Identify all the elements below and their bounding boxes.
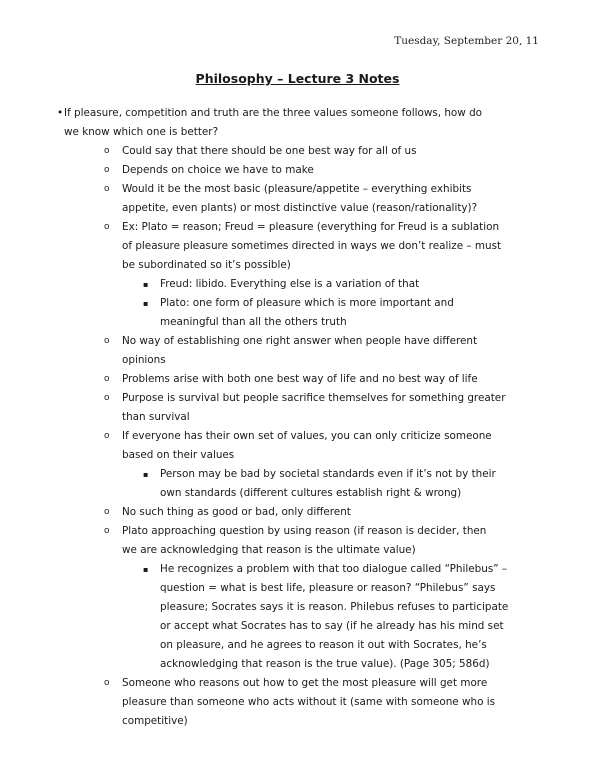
note-line: pleasure; Socrates says it is reason. Philebus refuses to participate [160,601,509,613]
note-line: than survival [122,411,190,423]
bullet-level2: o [104,146,110,156]
bullet-level3: ▪ [143,299,149,308]
note-line: or accept what Socrates has to say (if he already has his mind set [160,620,504,632]
page-title: Philosophy – Lecture 3 Notes [195,71,400,86]
bullet-level3: ▪ [143,565,149,574]
note-line: acknowledging that reason is the true value). (Page 305; 586d) [160,658,490,670]
bullet-level2: o [104,507,110,517]
note-line: Depends on choice we have to make [122,164,314,176]
note-line: meaningful than all the others truth [160,316,347,328]
note-line: Problems arise with both one best way of life and no best way of life [122,373,478,385]
bullet-level2: o [104,526,110,536]
note-line: No such thing as good or bad, only different [122,506,351,518]
note-line: No way of establishing one right answer when people have different [122,335,478,347]
bullet-level1: • [57,107,64,119]
note-line: of pleasure pleasure sometimes directed in ways we don’t realize – must [122,240,502,252]
note-line: we know which one is better? [64,126,219,138]
note-line: Purpose is survival but people sacrifice themselves for something greater [122,392,506,404]
note-line: based on their values [122,449,235,461]
note-line: Someone who reasons out how to get the most pleasure will get more [122,677,488,689]
note-line: be subordinated so it’s possible) [122,259,291,271]
note-line: Could say that there should be one best way for all of us [122,145,417,157]
note-line: Would it be the most basic (pleasure/appetite – everything exhibits [122,183,472,195]
note-line: opinions [122,354,166,366]
note-line: competitive) [122,715,188,727]
note-line: question = what is best life, pleasure or reason? “Philebus” says [160,582,496,594]
bullet-level2: o [104,222,110,232]
note-line: appetite, even plants) or most distinctive value (reason/rationality)? [122,202,478,214]
note-line: own standards (different cultures establish right & wrong) [160,487,462,499]
bullet-level2: o [104,165,110,175]
note-line: He recognizes a problem with that too dialogue called “Philebus” – [160,563,508,575]
note-line: Person may be bad by societal standards even if it’s not by their [160,468,496,480]
bullet-level2: o [104,184,110,194]
bullet-level2: o [104,374,110,384]
note-line: Ex: Plato = reason; Freud = pleasure (everything for Freud is a sublation [122,221,500,233]
bullet-level3: ▪ [143,280,149,289]
note-line: Plato approaching question by using reason (if reason is decider, then [122,525,487,537]
bullet-level2: o [104,336,110,346]
note-line: If pleasure, competition and truth are the three values someone follows, how do [64,107,483,119]
note-line: we are acknowledging that reason is the ultimate value) [122,544,416,556]
note-line: pleasure than someone who acts without it (same with someone who is [122,696,496,708]
note-line: If everyone has their own set of values, you can only criticize someone [122,430,492,442]
bullet-level2: o [104,393,110,403]
bullet-level2: o [104,431,110,441]
date-header: Tuesday, September 20, 11 [394,35,539,47]
note-line: on pleasure, and he agrees to reason it out with Socrates, he’s [160,639,487,651]
bullet-level3: ▪ [143,470,149,479]
bullet-level2: o [104,678,110,688]
note-line: Plato: one form of pleasure which is more important and [160,297,454,309]
note-line: Freud: libido. Everything else is a variation of that [160,278,420,290]
